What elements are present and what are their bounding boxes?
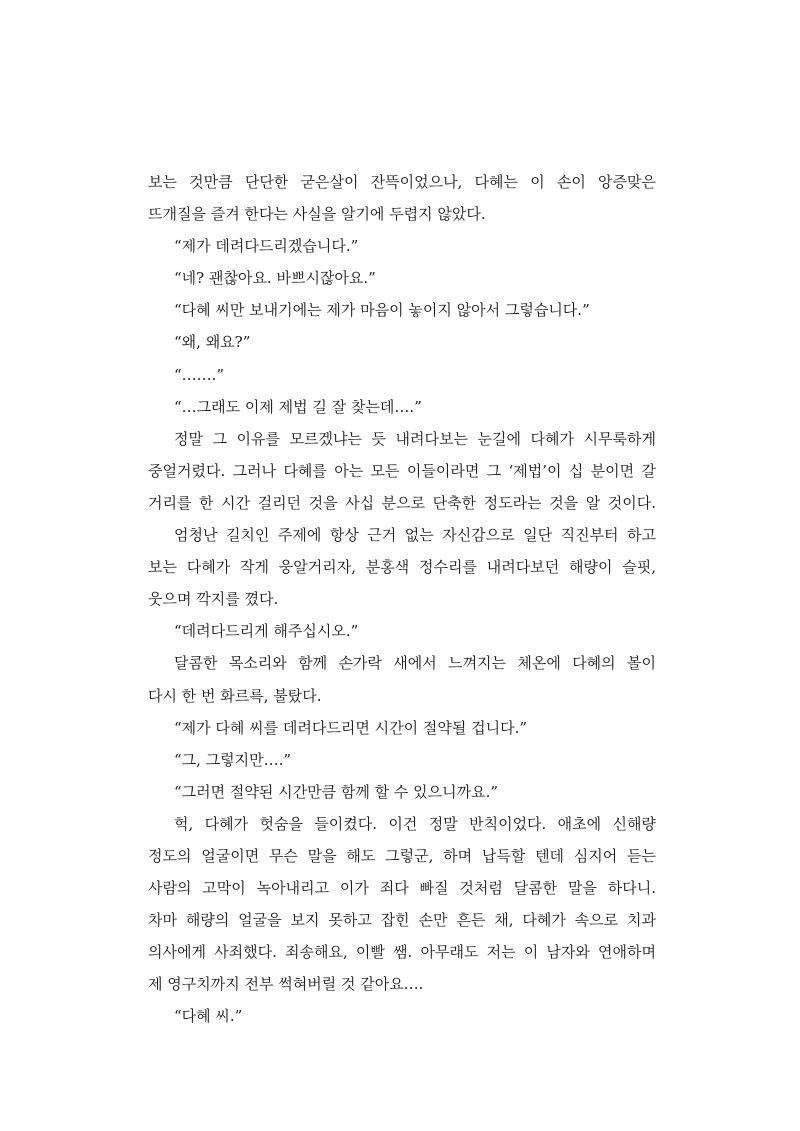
text-line: “…그래도 이제 제법 길 잘 찾는데….”: [174, 397, 422, 416]
text-line: “다혜 씨.”: [174, 1007, 243, 1026]
text-line: “데려다드리게 해주십시오.”: [174, 622, 359, 641]
text-line: 달콤한 목소리와 함께 손가락 새에서 느껴지는 체온에 다혜의 볼이: [174, 654, 656, 673]
text-line: 다시 한 번 화르륵, 불탔다.: [148, 686, 322, 705]
body-text: [148, 166, 656, 1033]
text-line: 제 영구치까지 전부 썩혀버릴 것 같아요….: [148, 975, 424, 994]
text-line: 웃으며 깍지를 꼈다.: [148, 590, 279, 609]
text-line: “그, 그렇지만….”: [174, 750, 292, 769]
text-line: 보는 다혜가 작게 웅알거리자, 분홍색 정수리를 내려다보던 해량이 슬핏,: [148, 558, 656, 577]
text-line: 사람의 고막이 녹아내리고 이가 죄다 빠질 것처럼 달콤한 말을 하다니.: [148, 879, 656, 898]
text-line: 정도의 얼굴이면 무슨 말을 해도 그렇군, 하며 납득할 텐데 심지어 듣는: [148, 846, 656, 865]
text-line: “제가 데려다드리겠습니다.”: [174, 237, 359, 256]
text-line: “제가 다혜 씨를 데려다드리면 시간이 절약될 겁니다.”: [174, 718, 528, 737]
text-line: “네? 괜찮아요. 바쁘시잖아요.”: [174, 269, 376, 288]
text-line: “다혜 씨만 보내기에는 제가 마음이 놓이지 않아서 그렇습니다.”: [174, 301, 590, 320]
text-line: 보는 것만큼 단단한 굳은살이 잔뜩이었으나, 다혜는 이 손이 앙증맞은: [148, 173, 656, 191]
text-line: 헉, 다혜가 헛숨을 들이켰다. 이건 정말 반칙이었다. 애초에 신해량: [174, 814, 656, 833]
text-line: 의사에게 사죄했다. 죄송해요, 이빨 쌤. 아무래도 저는 이 남자와 연애하며: [148, 943, 656, 962]
text-line: 정말 그 이유를 모르겠냐는 듯 내려다보는 눈길에 다혜가 시무룩하게: [174, 429, 656, 448]
text-line: 거리를 한 시간 걸리던 것을 사십 분으로 단축한 정도라는 것을 알 것이다.: [148, 493, 656, 512]
text-line: “…….”: [174, 365, 225, 384]
text-line: 차마 해량의 얼굴을 보지 못하고 잡힌 손만 흔든 채, 다혜가 속으로 치과: [148, 911, 656, 930]
text-line: “왜, 왜요?”: [174, 333, 251, 352]
text-line: 뜨개질을 즐겨 한다는 사실을 알기에 두렵지 않았다.: [148, 205, 486, 224]
text-line: “그러면 절약된 시간만큼 함께 할 수 있으니까요.”: [174, 782, 499, 801]
text-line: 엄청난 길치인 주제에 항상 근거 없는 자신감으로 일단 직진부터 하고: [174, 526, 656, 545]
text-line: 중얼거렸다. 그러나 다혜를 아는 모든 이들이라면 그 ‘제법’이 십 분이면 갈: [148, 461, 656, 480]
